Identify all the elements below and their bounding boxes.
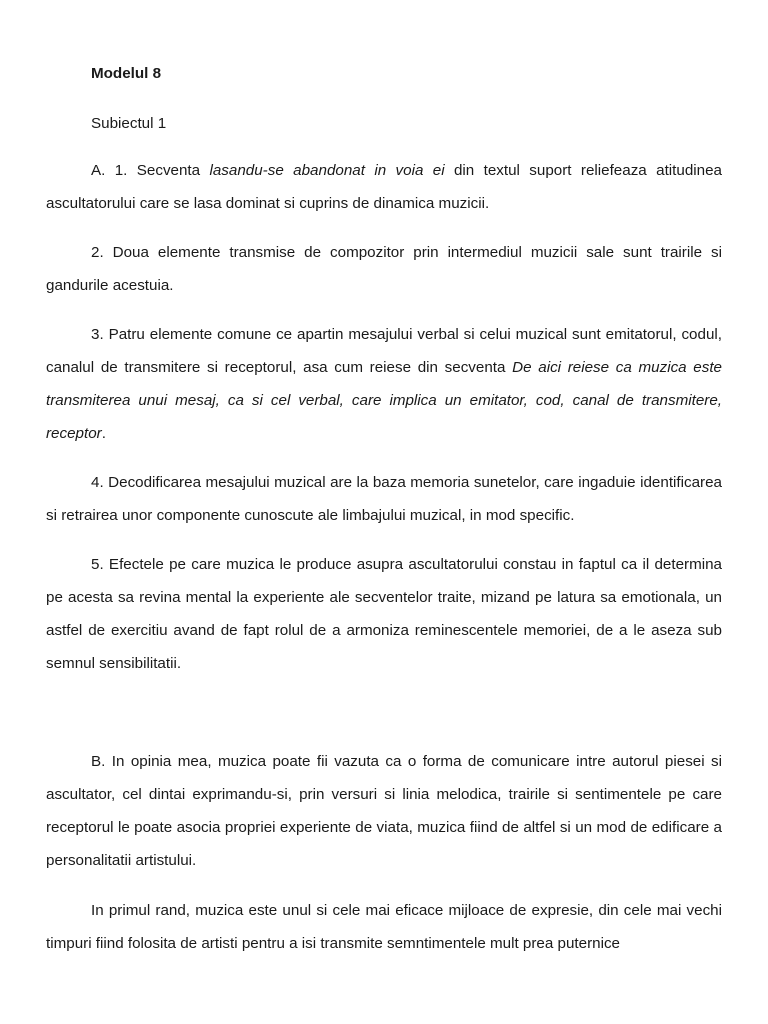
document-title: Modelul 8: [91, 65, 162, 82]
paragraph-text: 2. Doua elemente transmise de compozitor prin intermediul muzicii sale sunt trairile si gandurile acestuia.: [46, 244, 722, 294]
paragraph-text: A. 1. Secventa: [91, 162, 210, 179]
paragraph-a3: [46, 318, 722, 450]
paragraph-a2: [46, 236, 722, 302]
paragraph-text: 5. Efectele pe care muzica le produce asupra ascultatorului constau in faptul ca il determina pe acesta sa revina mental la experiente ale secventelor traite, mizand pe latura sa emotionala, un astfel de exercitiu avand de fapt rolul de a armoniza reminescentele memoriei, de a le aseza sub semnul sensibilitatii.: [46, 556, 722, 672]
document-subtitle: Subiectul 1: [91, 115, 167, 132]
paragraph-text: 3. Patru elemente comune ce apartin mesajului verbal si celui muzical sunt emitatorul, codul, canalul de transmitere si receptorul, asa cum reiese din secventa: [46, 326, 722, 376]
paragraph-b-continued: [46, 894, 722, 960]
italic-quote: De aici reiese ca muzica este transmiterea unui mesaj, ca si cel verbal, care implica un emitator, cod, canal de transmitere, receptor: [46, 359, 722, 442]
paragraph-a5: [46, 548, 722, 680]
paragraph-a4: [46, 466, 722, 532]
italic-quote: lasandu-se abandonat in voia ei: [209, 162, 445, 179]
paragraph-text: .: [101, 425, 106, 442]
paragraph-text: din textul suport reliefeaza atitudinea ascultatorului care se lasa dominat si cuprins de dinamica muzicii.: [46, 162, 722, 212]
paragraph-text: B. In opinia mea, muzica poate fii vazuta ca o forma de comunicare intre autorul piesei si ascultator, cel dintai exprimandu-si, prin versuri si linia melodica, trairile si sentimentele pe care receptorul le poate asocia propriei experiente de viata, muzica fiind de altfel si un mod de edificare a personalitatii artistului.: [46, 753, 722, 869]
paragraph-text: 4. Decodificarea mesajului muzical are la baza memoria sunetelor, care ingaduie identificarea si retrairea unor componente cunoscute ale limbajului muzical, in mod specific.: [46, 474, 722, 524]
paragraph-a1: [46, 154, 722, 220]
paragraph-text: In primul rand, muzica este unul si cele mai eficace mijloace de expresie, din cele mai vechi timpuri fiind folosita de artisti pentru a isi transmite semntimentele mult prea puternice: [46, 902, 722, 952]
paragraph-b: [46, 745, 722, 877]
